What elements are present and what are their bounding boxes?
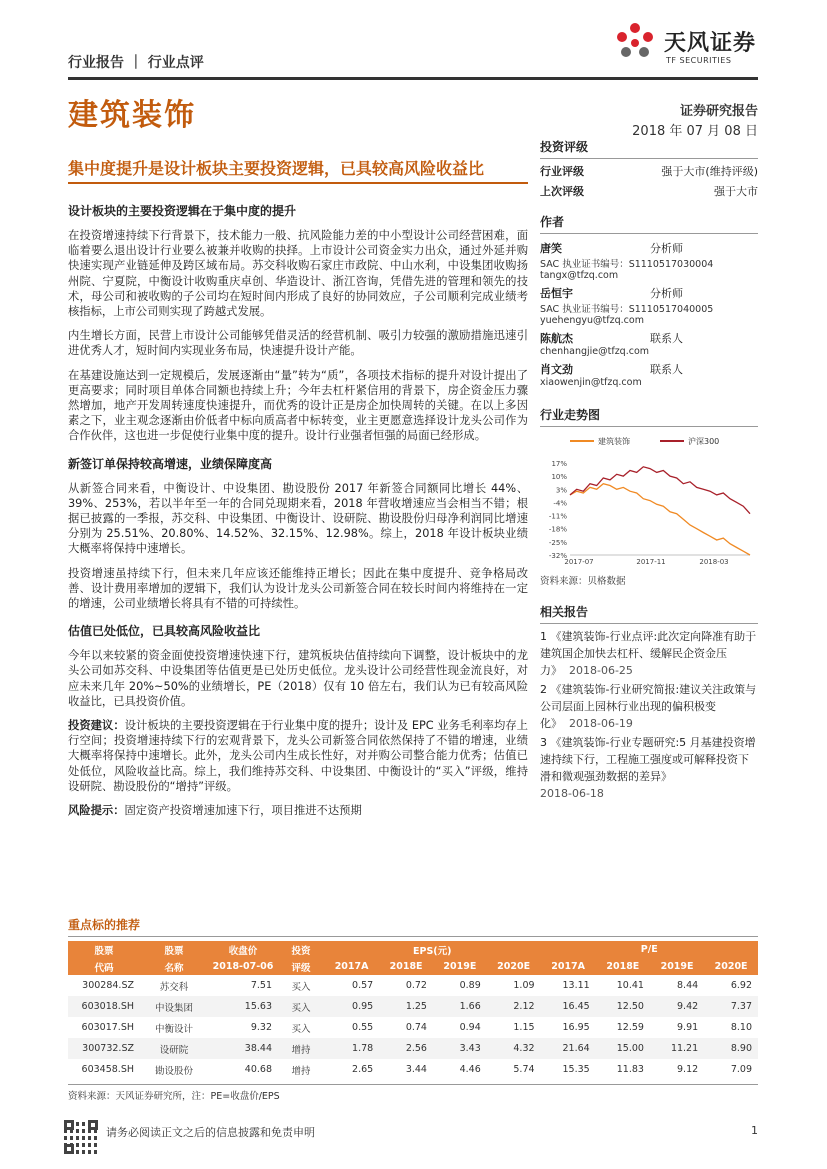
doc-type: 行业报告 ｜ 行业点评 [68, 55, 204, 71]
table-cell: 中设集团 [140, 996, 208, 1017]
related-report-title: 2 《建筑装饰-行业研究简报:建议关注政策与公司层面上园林行业出现的偏积极变化》 [540, 683, 757, 730]
table-cell: 15.63 [208, 996, 278, 1017]
table-cell: 603018.SH [68, 996, 140, 1017]
table-cell: 12.59 [616, 1022, 644, 1033]
report-date: 2018 年 07 月 08 日 [632, 124, 758, 139]
risk-warning [68, 803, 528, 818]
company-logo [612, 18, 762, 70]
related-report-date: 2018-06-25 [569, 664, 633, 677]
industry-title: 建筑装饰 [68, 98, 196, 133]
col-header: 2019E [650, 958, 704, 975]
table-cell: 603017.SH [81, 1022, 134, 1033]
table-row [68, 1017, 758, 1038]
table-cell: 买入 [291, 981, 311, 993]
author-entry [540, 285, 758, 326]
section-heading: 估值已处低位，已具较高风险收益比 [68, 624, 261, 639]
table-header-row [68, 958, 758, 975]
headline-rule [68, 182, 528, 184]
section-heading: 新签订单保持较高增速，业绩保障度高 [68, 456, 273, 471]
author-name: 唐笑 [540, 242, 562, 255]
table-cell: 4.32 [487, 1038, 541, 1059]
table-cell: 3.43 [433, 1038, 487, 1059]
table-cell: 300732.SZ [68, 1038, 140, 1059]
authors-title: 作者 [540, 213, 758, 234]
related-report[interactable] [540, 628, 758, 679]
x-tick-label: 2017-07 [564, 558, 594, 566]
table-cell: 603458.SH [81, 1064, 134, 1075]
industry-trend-chart [540, 429, 758, 569]
table-cell: 8.10 [730, 1022, 752, 1033]
author-name: 岳恒宇 [540, 287, 573, 300]
col-header: EPS(元) [324, 941, 541, 958]
paragraph: 在投资增速持续下行背景下，技术能力一般、抗风险能力差的中小型设计公司经营困难，面临着要么退出设计行业要么被兼并收购的抉择。上市设计公司资金实力出众，通过外延并购快速实现产业链延伸及跨区域布局。苏交科收购石家庄市政院、中山水利，中设集团收购扬州院、宁夏院，中衡设计收购重庆卓创、华造设计、浙江咨询，凭借先进的管理和领先的技术，母公司和被收购的子公司均在短时间内形成了良好的协同效应，子公司顺利完成业绩考核指标，上市公司则实现了跨越式发展。 [68, 229, 528, 319]
table-cell: 9.32 [250, 1022, 272, 1033]
col-header: 2017A [541, 958, 596, 975]
author-name: 肖文劲 [540, 363, 573, 376]
report-type: 证券研究报告 [679, 104, 758, 119]
col-header: 2018-07-06 [208, 958, 278, 975]
table-cell: 11.21 [650, 1038, 704, 1059]
recommendation-section [68, 916, 758, 1102]
table-cell: 苏交科 [159, 981, 189, 993]
rating-value: 强于大市 [714, 185, 758, 198]
sidebar [540, 138, 758, 802]
rating-label: 上次评级 [540, 185, 584, 198]
table-cell: 1.78 [324, 1038, 379, 1059]
table-title: 重点标的推荐 [68, 916, 758, 937]
table-cell: 9.91 [677, 1022, 699, 1033]
table-source: 资料来源：天风证券研究所，注：PE=收盘价/EPS [68, 1084, 758, 1102]
related-report-title: 3 《建筑装饰-行业专题研究:5 月基建投资增速持续下行，工程施工强度或可解释投资下滑和微观强劲数据的差异》 [540, 736, 756, 783]
logo-name: 天风证券 [664, 31, 757, 56]
risk-text: 固定资产投资增速加速下行，项目推进不达预期 [124, 804, 362, 818]
col-header: 名称 [140, 958, 208, 975]
legend-label: 建筑装饰 [598, 437, 630, 446]
table-cell: 2.12 [487, 996, 541, 1017]
col-header: 2017A [324, 958, 379, 975]
table-cell: 1.25 [379, 996, 433, 1017]
table-cell: 5.74 [513, 1064, 535, 1075]
col-header: 评级 [278, 958, 324, 975]
paragraph: 今年以来较紧的资金面使投资增速快速下行，建筑板块估值持续向下调整，设计板块中的龙头公司如苏交科、中设集团等估值更是已处历史低位。龙头设计公司经营性现金流良好，对应未来几年 20%~50%的业绩增长，PE（2018）仅有 10 倍左右，我们认为已有较高风险收益比，已具投资价值。 [68, 649, 528, 708]
table-cell: 增持 [278, 1038, 324, 1059]
table-cell: 设研院 [140, 1038, 208, 1059]
author-email[interactable]: xiaowenjin@tfzq.com [540, 377, 642, 388]
table-header-row [68, 941, 758, 958]
col-header: 2020E [487, 958, 541, 975]
y-tick-label: -32% [548, 552, 567, 560]
col-header: 收盘价 [208, 941, 278, 958]
table-cell: 0.72 [405, 980, 427, 991]
footer-disclaimer: 请务必阅读正文之后的信息披露和免责申明 [106, 1126, 315, 1139]
col-header: 股票 [68, 941, 140, 958]
related-title: 相关报告 [540, 603, 758, 624]
table-cell: 1.09 [513, 980, 535, 991]
author-role: 联系人 [650, 332, 683, 345]
y-tick-label: -25% [548, 538, 567, 547]
table-cell: 9.42 [650, 996, 704, 1017]
table-cell: 21.64 [541, 1038, 596, 1059]
author-role: 联系人 [650, 363, 683, 376]
table-row [68, 975, 758, 996]
table-row [68, 996, 758, 1017]
table-cell: 11.83 [616, 1064, 644, 1075]
col-header: P/E [541, 941, 758, 958]
y-tick-label: 17% [551, 460, 567, 468]
col-header: 投资 [278, 941, 324, 958]
related-report-date: 2018-06-18 [540, 787, 604, 800]
author-cert: SAC 执业证书编号：S1110517030004 [540, 259, 714, 270]
author-entry [540, 240, 758, 281]
table-cell: 1.66 [433, 996, 487, 1017]
table-row [68, 1059, 758, 1080]
related-report-title: 1 《建筑装饰-行业点评:此次定向降准有助于建筑国企加快去杠杆、缓解民企资金压力》 [540, 630, 757, 677]
table-cell: 16.95 [562, 1022, 590, 1033]
related-report-date: 2018-06-19 [569, 717, 633, 730]
paragraph: 投资增速虽持续下行，但未来几年应该还能维持正增长；因此在集中度提升、竞争格局改善、设计费用率增加的逻辑下，我们认为设计龙头公司新签合同在较长时间内将维持在一定的增速，公司业绩增长将具有不错的可持续性。 [68, 566, 528, 611]
rating-label: 行业评级 [540, 165, 584, 178]
paragraph: 在基建设施达到一定规模后，发展逐渐由“量”转为“质”，各项技术指标的提升对设计提出了更高要求；同时项目单体合同额也持续上升；今年去杠杆紧信用的背景下，房企资金压力骤然增加，地产开发周转速度快速提升，而优秀的设计正是房企加快周转的关键。在以上多因素之下，业主观念逐渐由价低者中标向质高者中标转变，业主更愿意选择设计龙头公司作为合作伙伴，这也进一步促使行业集中度的提升。设计行业强者恒强的局面已经形成。 [68, 368, 528, 443]
table-cell: 2.65 [352, 1064, 374, 1075]
logo-subtitle: TF SECURITIES [666, 56, 732, 65]
table-cell: 8.44 [677, 980, 699, 991]
headline: 集中度提升是设计板块主要投资逻辑，已具较高风险收益比 [68, 159, 485, 178]
paragraph: 内生增长方面，民营上市设计公司能够凭借灵活的经营机制、吸引力较强的激励措施迅速引进优秀人才，短时间内实现业务布局，快速提升设计产能。 [68, 329, 528, 358]
page-number: 1 [751, 1124, 758, 1137]
x-tick-label: 2017-11 [636, 558, 666, 566]
series-line-industry [570, 484, 750, 555]
table-cell: 0.55 [352, 1022, 374, 1033]
table-cell: 勘设股份 [154, 1065, 193, 1077]
series-line-hs300 [570, 467, 750, 514]
col-header: 2020E [704, 958, 758, 975]
col-header: 股票 [140, 941, 208, 958]
investment-advice [68, 718, 528, 794]
table-row [68, 1038, 758, 1059]
table-cell: 买入 [291, 1023, 311, 1035]
table-cell: 4.46 [459, 1064, 481, 1075]
table-cell: 0.89 [459, 980, 481, 991]
y-tick-label: 10% [551, 473, 567, 482]
qr-code [64, 1120, 98, 1154]
table-cell: 9.12 [677, 1064, 699, 1075]
table-cell: 增持 [291, 1065, 311, 1077]
table-cell: 38.44 [208, 1038, 278, 1059]
table-cell: 6.92 [730, 980, 752, 991]
rating-row [540, 163, 758, 179]
y-tick-label: -4% [553, 499, 567, 508]
author-email[interactable]: yuehengyu@tfzq.com [540, 315, 644, 326]
author-email[interactable]: tangx@tfzq.com [540, 270, 619, 281]
table-cell: 7.37 [704, 996, 758, 1017]
author-role: 分析师 [650, 287, 683, 300]
legend-label: 沪深300 [688, 437, 720, 446]
y-tick-label: -11% [548, 512, 567, 521]
table-cell: 1.15 [513, 1022, 535, 1033]
advice-text: 设计板块的主要投资逻辑在于行业集中度的提升；设计及 EPC 业务毛利率均存上行空间；投资增速持续下行的宏观背景下，龙头公司新签合同依然保持了不错的增速，业绩大概率将保持中速增长。此外，龙头公司内生成长性好，对并购公司整合能力优秀；估值已处低位，风险收益比高。综上，我们维持苏交科、中设集团、中衡设计的“买入”评级，维持设研院、勘设股份的“增持”评级。 [68, 719, 528, 793]
section-heading: 设计板块的主要投资逻辑在于集中度的提升 [68, 204, 297, 218]
col-header: 2019E [433, 958, 487, 975]
rating-value: 强于大市(维持评级) [661, 165, 758, 178]
table-cell: 12.50 [596, 996, 650, 1017]
table-cell: 15.35 [562, 1064, 590, 1075]
paragraph: 从新签合同来看，中衡设计、中设集团、勘设股份 2017 年新签合同额同比增长 44%、39%、253%，若以半年至一年的合同兑现期来看，2018 年营收增速应当会相当不错；根据已披露的一季报，苏交科、中设集团、中衡设计、设研院、勘设股份归母净利润同比增速分别为 25.51%、20.80%、14.52%、32.15%、12.98%。综上，2018 年设计板块业绩大概率将保持中速增长。 [68, 481, 528, 556]
logo-mark-icon [612, 20, 658, 66]
table-cell: 3.44 [405, 1064, 427, 1075]
table-cell: 0.74 [405, 1022, 427, 1033]
recommendation-table [68, 941, 758, 1080]
author-cert: SAC 执业证书编号：S1110517040005 [540, 304, 714, 315]
rating-title: 投资评级 [540, 138, 758, 159]
author-email[interactable]: chenhangjie@tfzq.com [540, 346, 650, 357]
author-role: 分析师 [650, 242, 683, 255]
author-entry [540, 330, 758, 357]
table-cell: 13.11 [562, 980, 590, 991]
related-report[interactable] [540, 681, 758, 732]
header-rule [68, 77, 758, 80]
table-cell: 中衡设计 [154, 1023, 193, 1035]
related-report[interactable] [540, 734, 758, 802]
y-tick-label: -18% [548, 525, 567, 534]
table-cell: 15.00 [596, 1038, 650, 1059]
table-cell: 0.94 [459, 1022, 481, 1033]
table-cell: 2.56 [379, 1038, 433, 1059]
col-header: 代码 [68, 958, 140, 975]
table-cell: 7.09 [730, 1064, 752, 1075]
table-cell: 10.41 [616, 980, 644, 991]
y-tick-label: 3% [555, 486, 567, 495]
table-cell: 8.90 [704, 1038, 758, 1059]
table-cell: 0.95 [324, 996, 379, 1017]
author-entry [540, 361, 758, 388]
col-header: 2018E [379, 958, 433, 975]
table-cell: 买入 [278, 996, 324, 1017]
table-cell: 0.57 [352, 980, 374, 991]
table-cell: 40.68 [244, 1064, 272, 1075]
table-cell: 300284.SZ [82, 980, 134, 991]
x-tick-label: 2018-03 [699, 558, 729, 566]
risk-label: 风险提示： [68, 804, 125, 818]
rating-row [540, 183, 758, 199]
col-header: 2018E [596, 958, 650, 975]
main-body [68, 202, 528, 818]
advice-label: 投资建议： [68, 719, 125, 733]
trend-title: 行业走势图 [540, 406, 758, 427]
table-cell: 16.45 [541, 996, 596, 1017]
chart-source: 资料来源：贝格数据 [540, 576, 626, 587]
author-name: 陈航杰 [540, 332, 573, 345]
table-cell: 7.51 [250, 980, 272, 991]
